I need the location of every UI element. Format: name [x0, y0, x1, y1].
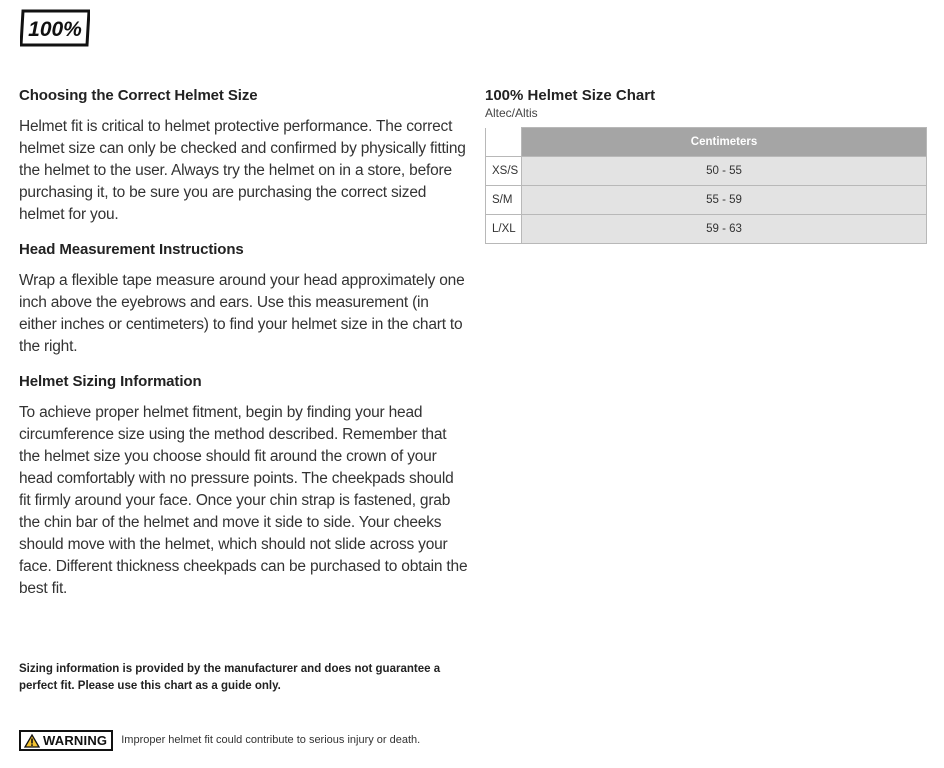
- table-row: [486, 186, 927, 215]
- brand-logo-text: 100%: [28, 18, 82, 41]
- table-row: [486, 157, 927, 186]
- table-row: [486, 215, 927, 244]
- section-heading-sizing-info: Helmet Sizing Information: [19, 373, 202, 390]
- section-body-sizing-info: To achieve proper helmet fitment, begin by finding your head circumference size using the method described. Remember that the helmet size you choose should fit around the crown of your head comfortably with no pressure points. The cheekpads should fit firmly around your face. Once your chin strap is fastened, grab the chin bar of the helmet and move it side to side. Your cheeks should move with the helmet, which should not slide across your face. Different thickness cheekpads can be purchased to obtain the best fit.: [19, 404, 468, 597]
- warning-label: WARNING: [43, 733, 108, 748]
- sizing-guide-text: [19, 86, 469, 614]
- centimeters-cell: 59 - 63: [522, 215, 927, 244]
- size-chart-table: [485, 127, 927, 244]
- centimeters-cell: 55 - 59: [522, 186, 927, 215]
- section-heading-choosing-size: Choosing the Correct Helmet Size: [19, 87, 258, 104]
- section-heading-head-measurement: Head Measurement Instructions: [19, 241, 244, 258]
- size-cell: XS/S: [486, 157, 522, 186]
- section-body-choosing-size: Helmet fit is critical to helmet protective performance. The correct helmet size can only be checked and confirmed by physically fitting the helmet to the user. Always try the helmet on in a store, before purchasing it, to be sure you are purchasing the correct sized helmet for you.: [19, 118, 466, 223]
- section-body-head-measurement: Wrap a flexible tape measure around your head approximately one inch above the eyebrows and ears. Use this measurement (in either inches or centimeters) to find your helmet size in the chart to the right.: [19, 272, 465, 355]
- size-chart-header-row: [486, 128, 927, 157]
- size-cell: S/M: [486, 186, 522, 215]
- warning-row: [19, 730, 420, 751]
- centimeters-cell: 50 - 55: [522, 157, 927, 186]
- warning-triangle-icon: [24, 734, 40, 748]
- centimeters-column-header: Centimeters: [522, 128, 927, 157]
- warning-text: Improper helmet fit could contribute to serious injury or death.: [121, 734, 421, 746]
- size-column-header: [486, 128, 522, 157]
- size-chart-title: 100% Helmet Size Chart: [485, 87, 656, 104]
- size-chart-subtitle: Altec/Altis: [485, 106, 538, 120]
- size-cell: L/XL: [486, 215, 522, 244]
- warning-badge: [19, 730, 113, 751]
- brand-logo: [20, 9, 90, 47]
- size-chart: [485, 87, 927, 244]
- sizing-disclaimer: Sizing information is provided by the manufacturer and does not guarantee a perfect fit. Please use this chart as a guide only.: [19, 663, 441, 692]
- brand-logo-mark: [20, 9, 90, 47]
